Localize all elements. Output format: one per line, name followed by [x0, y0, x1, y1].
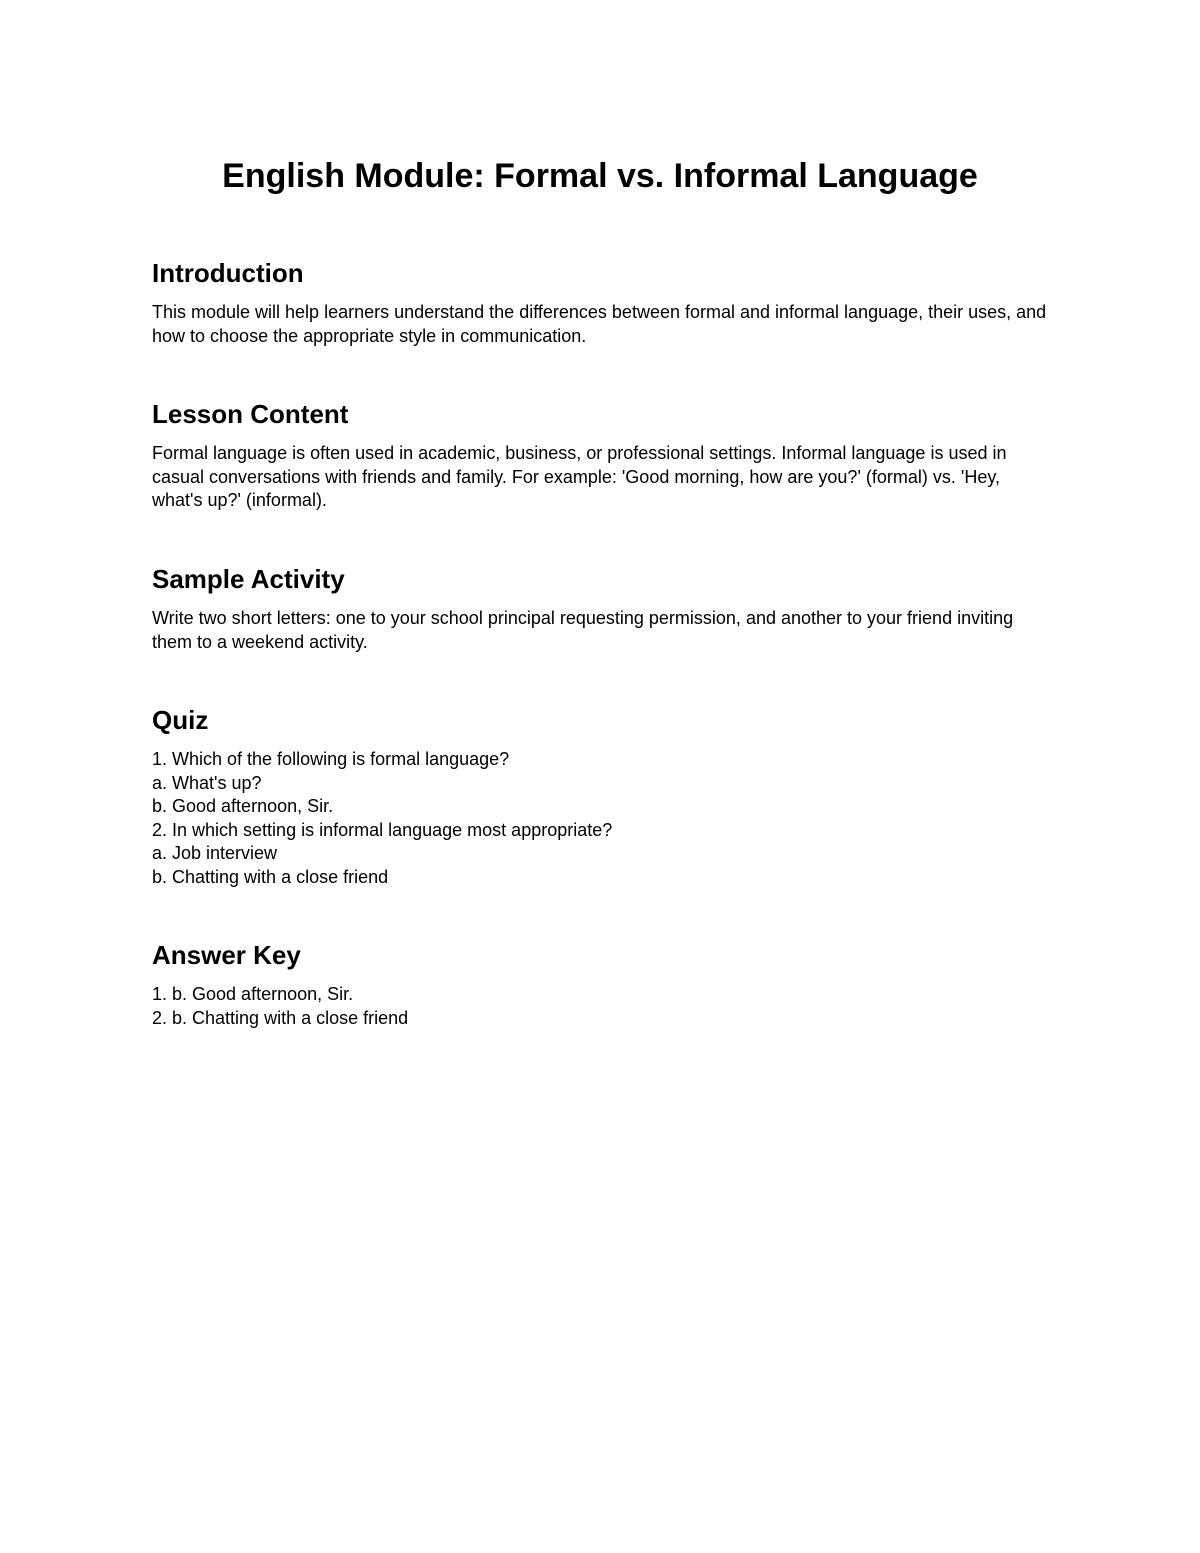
quiz-line: b. Chatting with a close friend [152, 866, 389, 887]
quiz-line: 1. Which of the following is formal language? [152, 749, 510, 769]
answer-line: 2. b. Chatting with a close friend [152, 1007, 409, 1028]
quiz-list [152, 748, 1052, 889]
section-quiz [152, 703, 1052, 889]
section-answer-key [152, 938, 1052, 1030]
answer-key-list [152, 983, 1052, 1030]
quiz-line: a. Job interview [152, 843, 278, 863]
section-text-lesson-content: Formal language is often used in academic, business, or professional settings. Informal language is used in casual conversations with friends and family. For example: 'Good morning, how are you?' (formal) vs. 'Hey, what's up?' (informal). [152, 443, 1007, 510]
quiz-line: a. What's up? [152, 772, 262, 793]
section-heading-introduction: Introduction [152, 258, 304, 288]
section-text-introduction: This module will help learners understand the differences between formal and informal language, their uses, and how to choose the appropriate style in communication. [152, 302, 1047, 346]
page-title: English Module: Formal vs. Informal Language [222, 157, 978, 195]
section-text-sample-activity: Write two short letters: one to your school principal requesting permission, and another to your friend inviting them to a weekend activity. [152, 608, 1014, 652]
section-heading-answer-key: Answer Key [152, 940, 301, 970]
quiz-line: 2. In which setting is informal language most appropriate? [152, 819, 613, 840]
section-heading-lesson-content: Lesson Content [152, 399, 349, 429]
section-lesson-content [152, 397, 1052, 513]
section-sample-activity [152, 562, 1052, 654]
section-introduction [152, 256, 1052, 348]
section-heading-sample-activity: Sample Activity [152, 564, 345, 594]
quiz-line: b. Good afternoon, Sir. [152, 796, 334, 816]
section-heading-quiz: Quiz [152, 705, 209, 735]
answer-line: 1. b. Good afternoon, Sir. [152, 984, 354, 1004]
